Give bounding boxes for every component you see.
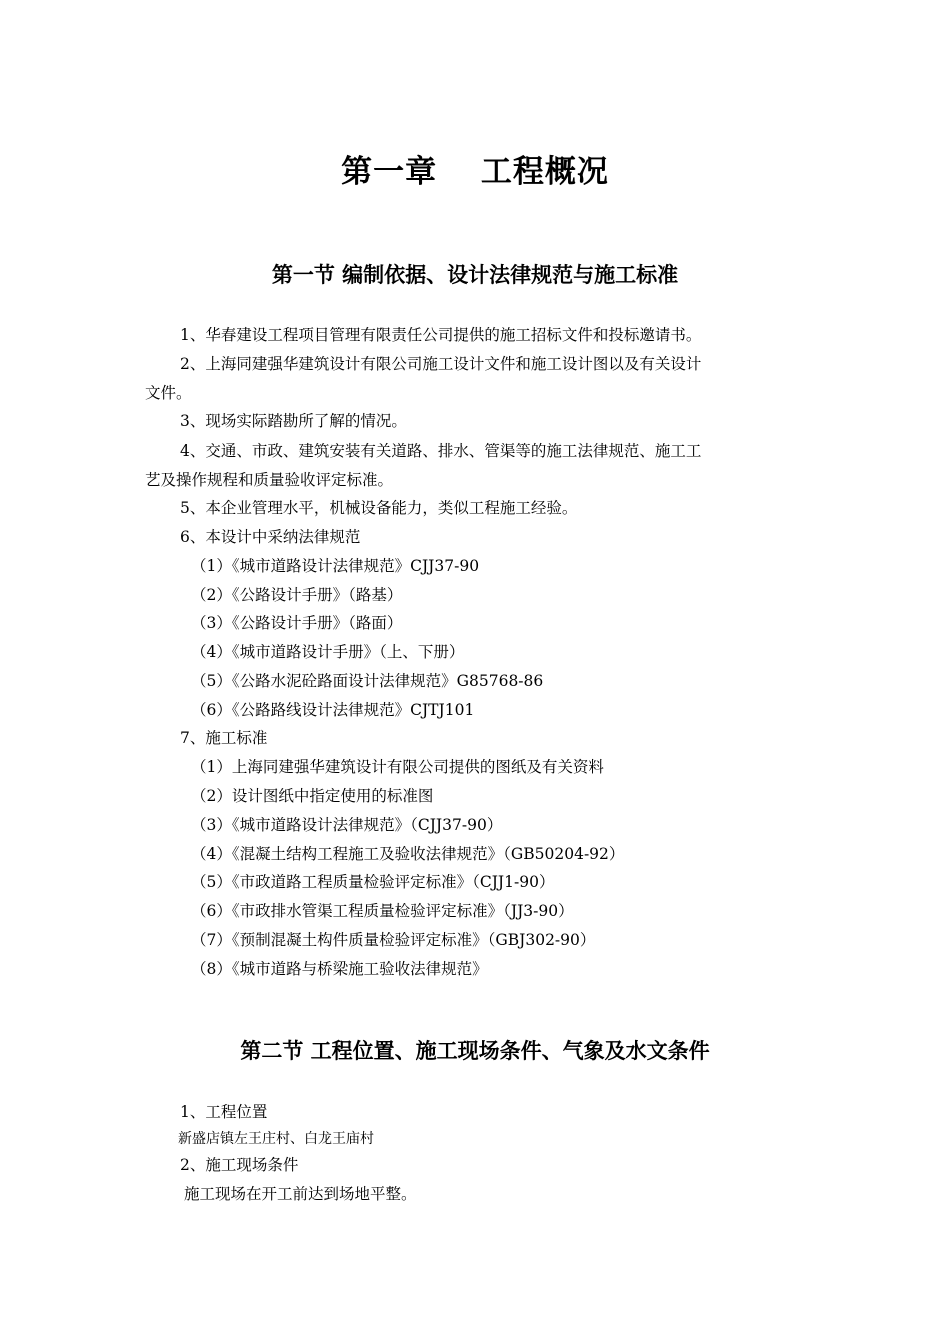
basis-item-4: 4、交通、市政、建筑安装有关道路、排水、管渠等的施工法律规范、施工工 <box>180 442 702 460</box>
site-heading: 2、施工现场条件 <box>180 1156 299 1174</box>
norm-item: （4）《城市道路设计手册》（上、下册） <box>191 643 465 661</box>
section1-title: 第一节 编制依据、设计法律规范与施工标准 <box>271 263 679 287</box>
standard-item: （2）设计图纸中指定使用的标准图 <box>191 787 434 805</box>
location-text: 新盛店镇左王庄村、白龙王庙村 <box>178 1131 374 1147</box>
norm-item: （6）《公路路线设计法律规范》CJTJ101 <box>191 701 475 719</box>
norm-item: （3）《公路设计手册》（路面） <box>191 614 403 632</box>
standard-item: （3）《城市道路设计法律规范》（CJJ37-90） <box>191 816 503 834</box>
basis-item-3: 3、现场实际踏勘所了解的情况。 <box>180 412 407 430</box>
basis-item-2-cont: 文件。 <box>145 384 192 402</box>
standard-item: （4）《混凝土结构工程施工及验收法律规范》（GB50204-92） <box>191 845 625 863</box>
basis-item-5: 5、本企业管理水平，机械设备能力，类似工程施工经验。 <box>180 499 578 517</box>
location-heading: 1、工程位置 <box>180 1103 268 1121</box>
standard-item: （6）《市政排水管渠工程质量检验评定标准》（JJ3-90） <box>191 902 574 920</box>
site-text: 施工现场在开工前达到场地平整。 <box>184 1185 417 1203</box>
basis-item-1: 1、华春建设工程项目管理有限责任公司提供的施工招标文件和投标邀请书。 <box>180 326 702 344</box>
norm-item: （5）《公路水泥砼路面设计法律规范》G85768-86 <box>191 672 544 690</box>
basis-item-7: 7、施工标准 <box>180 729 268 747</box>
basis-item-6: 6、本设计中采纳法律规范 <box>180 528 361 546</box>
standard-item: （7）《预制混凝土构件质量检验评定标准》（GBJ302-90） <box>191 931 596 949</box>
chapter-title: 第一章 工程概况 <box>341 154 609 190</box>
norm-item: （2）《公路设计手册》（路基） <box>191 586 403 604</box>
standard-item: （8）《城市道路与桥梁施工验收法律规范》 <box>191 960 488 978</box>
basis-item-4-cont: 艺及操作规程和质量验收评定标准。 <box>145 471 394 489</box>
standard-item: （1）上海同建强华建筑设计有限公司提供的图纸及有关资料 <box>191 758 604 776</box>
norm-item: （1）《城市道路设计法律规范》CJJ37-90 <box>191 557 480 575</box>
basis-item-2: 2、上海同建强华建筑设计有限公司施工设计文件和施工设计图以及有关设计 <box>180 355 702 373</box>
section2-title: 第二节 工程位置、施工现场条件、气象及水文条件 <box>240 1039 710 1063</box>
standard-item: （5）《市政道路工程质量检验评定标准》（CJJ1-90） <box>191 873 555 891</box>
